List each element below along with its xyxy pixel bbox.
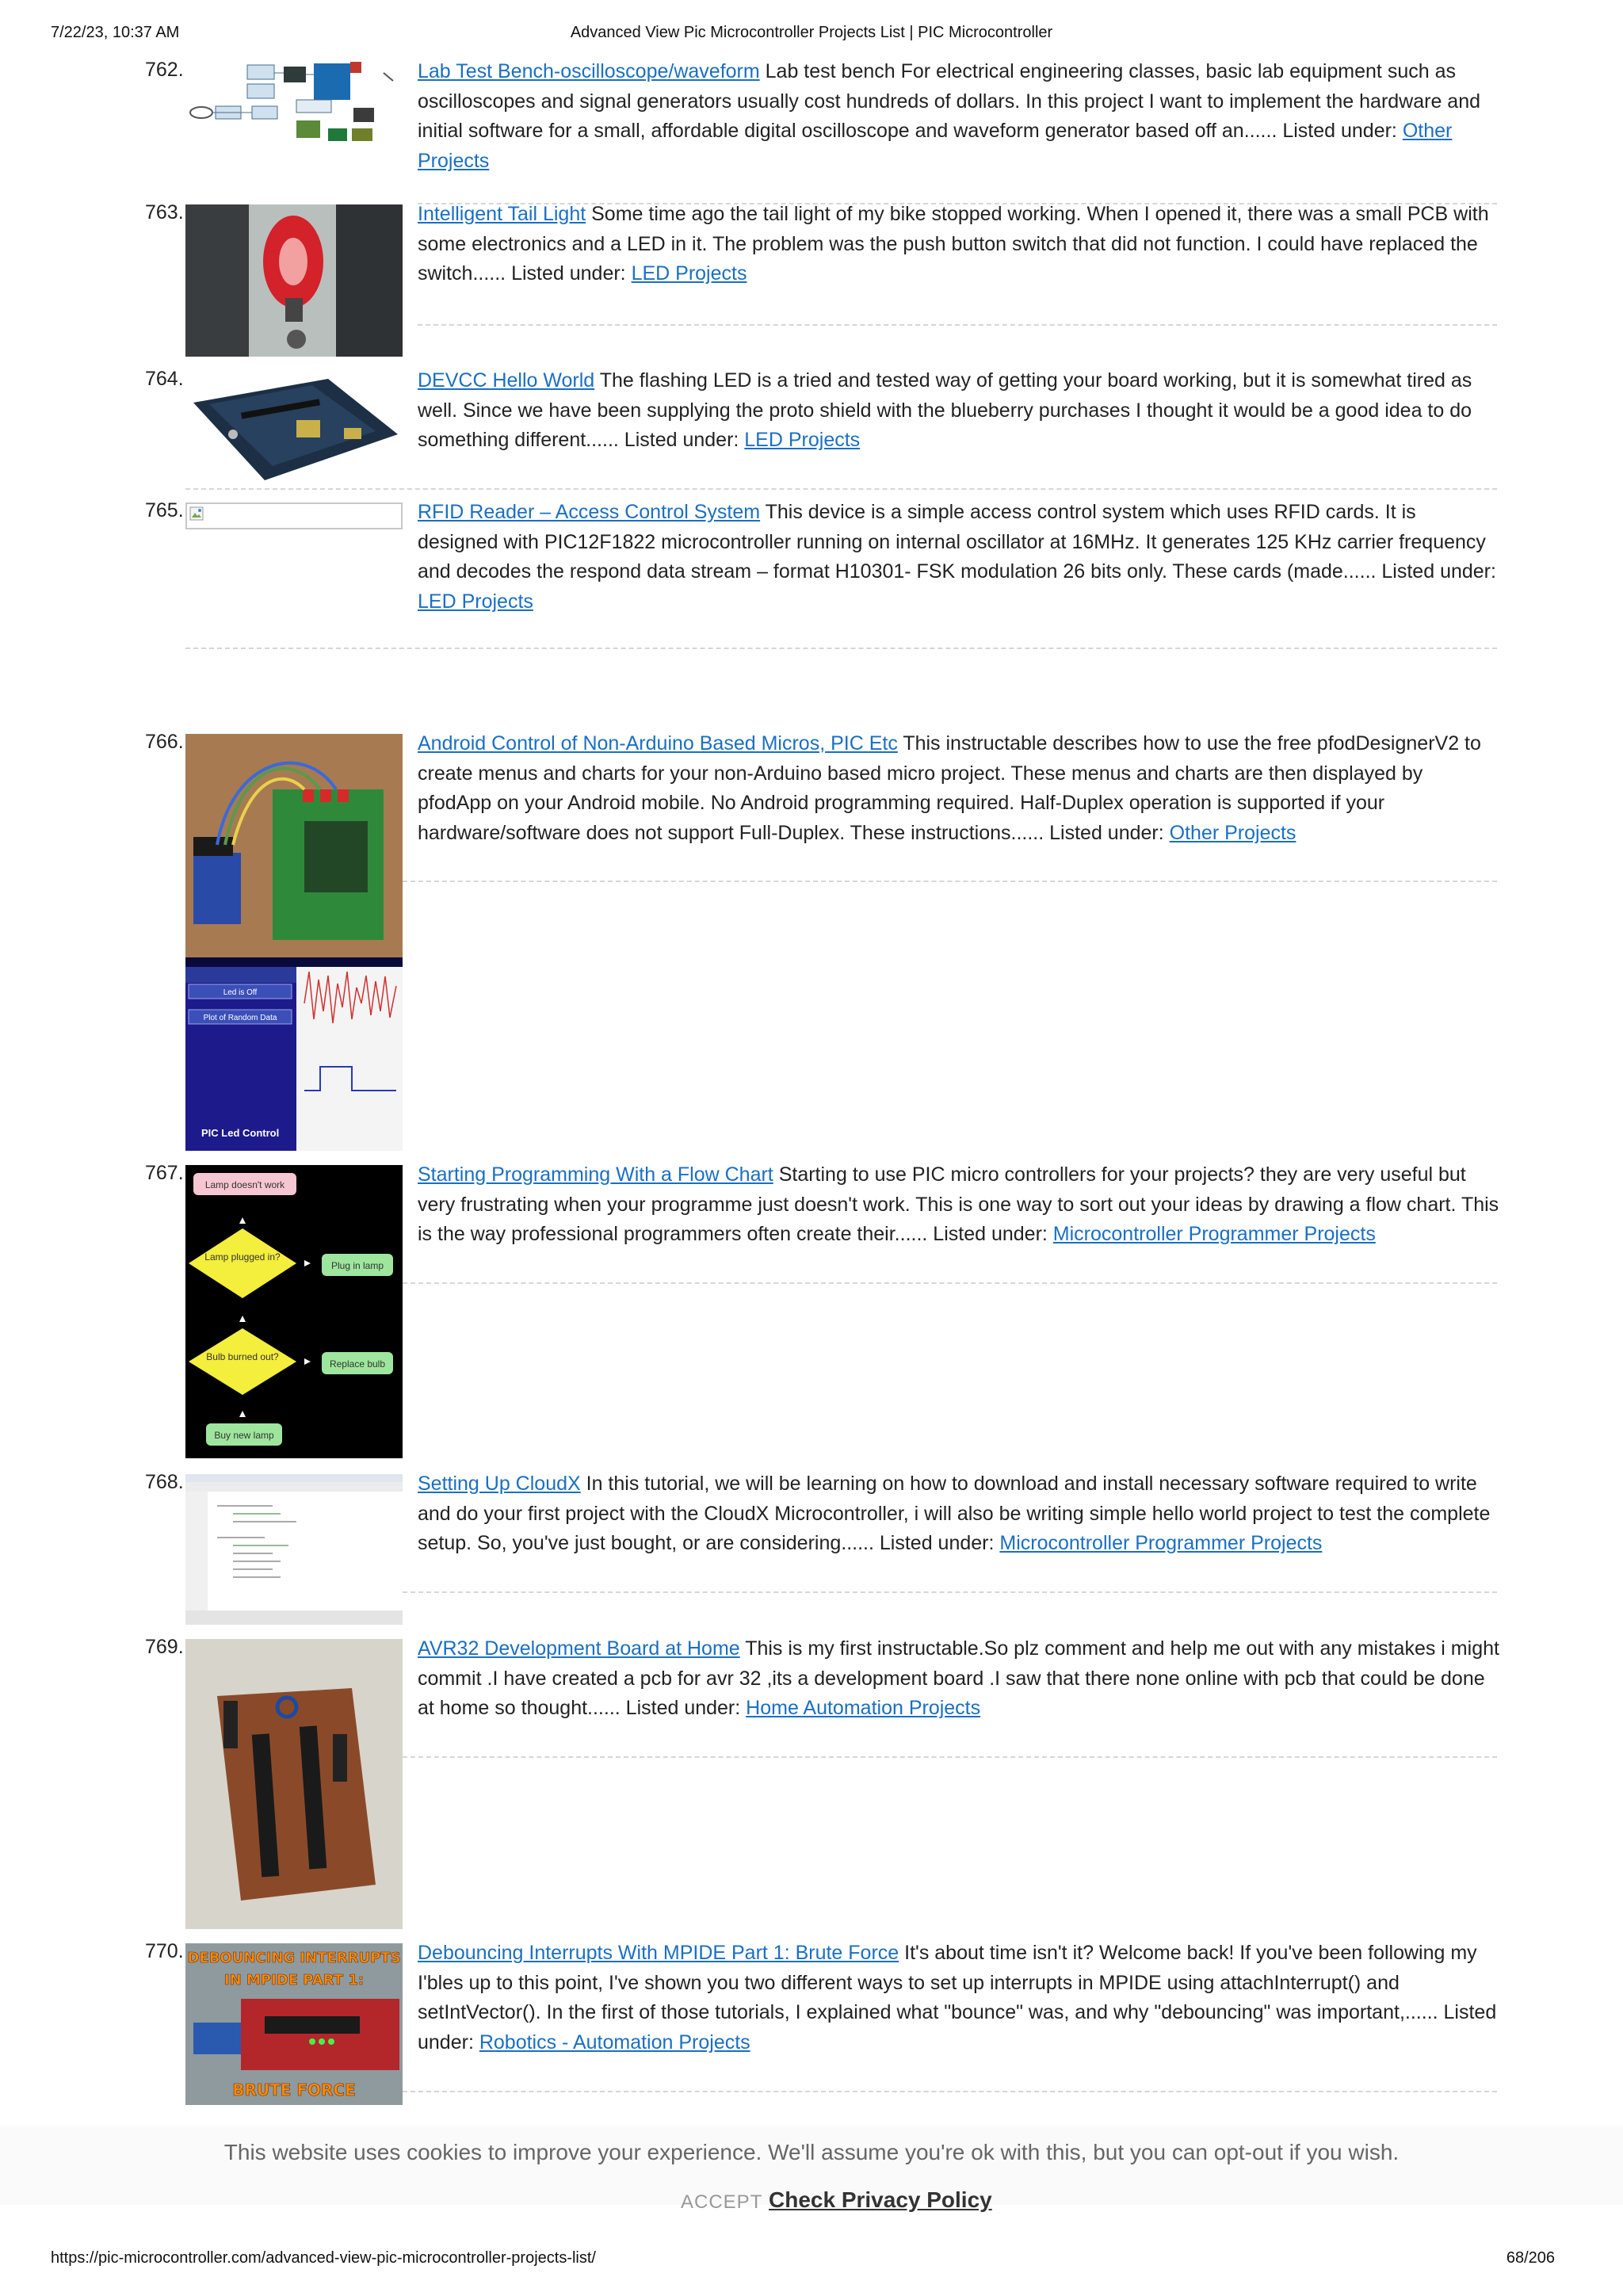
project-description	[418, 57, 1499, 176]
plot-button-label: Plot of Random Data	[203, 1014, 277, 1022]
flow-start-label: Lamp doesn't work	[204, 1179, 285, 1190]
project-summary: It's about time isn't it? Welcome back! If you've been following my I'bles up to this point, I've shown you two different ways to set up interrupts in MPIDE using attachInterrupt() and setIntVector(). In the first of those tutorials, I explained what "bounce" was, and why "debouncing" was important,...... Listed under:	[418, 1942, 1497, 2053]
project-thumbnail[interactable]	[185, 1943, 403, 2105]
item-number: 765.	[145, 499, 184, 521]
project-thumbnail[interactable]	[185, 1474, 403, 1625]
project-thumbnail[interactable]	[185, 1165, 403, 1458]
item-number: 766.	[145, 731, 184, 753]
item-separator	[418, 324, 1497, 326]
app-title-label: PIC Led Control	[201, 1127, 280, 1139]
print-page-title: Advanced View Pic Microcontroller Projects List | PIC Microcontroller	[570, 24, 1053, 41]
project-thumbnail[interactable]	[185, 204, 403, 357]
project-title-link[interactable]: Setting Up CloudX	[418, 1473, 581, 1495]
project-summary: Some time ago the tail light of my bike stopped working. When I opened it, there was a small PCB with some electronics and a LED in it. The problem was the push button switch that did not function. I could have replaced the switch...... Listed under:	[418, 203, 1489, 285]
flow-decision-2: Bulb burned out?	[206, 1351, 279, 1362]
item-number: 767.	[145, 1162, 184, 1184]
project-description	[418, 200, 1499, 289]
project-summary: In this tutorial, we will be learning on how to download and install necessary software required to write and do your first project with the CloudX Microcontroller, i will also be writing simple hello world project to test the complete setup. So, you've just bought, or are considering...... Listed under:	[418, 1473, 1491, 1554]
item-number: 762.	[145, 59, 184, 81]
project-title-link[interactable]: Intelligent Tail Light	[418, 203, 586, 225]
project-description	[418, 1160, 1499, 1250]
item-separator	[403, 2091, 1497, 2092]
project-title-link[interactable]: RFID Reader – Access Control System	[418, 501, 761, 523]
item-separator	[403, 1591, 1497, 1593]
item-number: 763.	[145, 201, 184, 223]
print-url: https://pic-microcontroller.com/advanced-view-pic-microcontroller-projects-list/	[51, 2249, 596, 2267]
broken-image-placeholder[interactable]	[185, 502, 403, 529]
category-link[interactable]: Microcontroller Programmer Projects	[1052, 1223, 1376, 1245]
project-title-link[interactable]: AVR32 Development Board at Home	[418, 1637, 740, 1660]
item-separator	[185, 648, 1497, 649]
item-number: 769.	[145, 1636, 184, 1658]
category-link[interactable]: LED Projects	[418, 590, 533, 613]
project-description	[418, 729, 1499, 848]
flow-end-label: Buy new lamp	[214, 1430, 274, 1441]
project-title-link[interactable]: DEVCC Hello World	[418, 369, 595, 392]
flow-decision-1: Lamp plugged in?	[204, 1251, 281, 1263]
project-thumbnail[interactable]	[185, 371, 403, 490]
project-thumbnail[interactable]	[185, 1639, 403, 1929]
broken-image-icon	[189, 506, 205, 522]
item-separator	[185, 488, 1497, 490]
thumbnail-caption-line2: IN MPIDE PART 1:	[223, 1972, 365, 1988]
project-description	[418, 1634, 1499, 1724]
category-link[interactable]: Home Automation Projects	[746, 1697, 981, 1719]
flow-action-2: Replace bulb	[329, 1358, 386, 1370]
item-separator	[403, 1756, 1497, 1758]
project-summary: This is my first instructable.So plz comment and help me out with any mistakes i might commit .I have created a pcb for avr 32 ,its a development board .I saw that there none online with pcb that could be done at home so thought...... Listed under:	[418, 1637, 1499, 1719]
thumbnail-caption-line1: DEBOUNCING INTERRUPTS	[187, 1950, 401, 1966]
category-link[interactable]: Microcontroller Programmer Projects	[999, 1532, 1323, 1554]
privacy-policy-link[interactable]: Check Privacy Policy	[769, 2187, 992, 2212]
project-thumbnail[interactable]	[185, 62, 403, 157]
category-link[interactable]: Other Projects	[1169, 821, 1296, 844]
category-link[interactable]: Other Projects	[418, 120, 1453, 172]
cookie-message: This website uses cookies to improve your experience. We'll assume you're ok with this, but you can opt-out if you wish.	[223, 2140, 1400, 2164]
project-summary: Starting to use PIC micro controllers for your projects? they are very useful but very frustrating when your programme just doesn't work. This is one way to sort out your ideas by drawing a flow chart. This is the way professional programmers often create their...... Listed under:	[418, 1163, 1499, 1245]
project-title-link[interactable]: Debouncing Interrupts With MPIDE Part 1: Brute Force	[418, 1942, 899, 1964]
project-title-link[interactable]: Starting Programming With a Flow Chart	[418, 1163, 773, 1186]
category-link[interactable]: LED Projects	[744, 429, 861, 451]
flow-action-1: Plug in lamp	[330, 1260, 384, 1271]
project-description	[418, 366, 1499, 456]
item-number: 768.	[145, 1471, 184, 1493]
project-description	[418, 1939, 1499, 2057]
project-description	[418, 1469, 1499, 1559]
project-summary: This device is a simple access control system which uses RFID cards. It is designed with PIC12F1822 microcontroller running on internal oscillator at 16MHz. It generates 125 KHz carrier frequency and decodes the respond data stream – format H10301- FSK modulation 26 bits only. These cards (made...... Listed under:	[418, 501, 1496, 583]
page-counter: 68/206	[1506, 2249, 1555, 2267]
item-number: 764.	[145, 368, 184, 390]
thumbnail-caption-line3: BRUTE FORCE	[232, 2080, 356, 2099]
led-state-label: Led is Off	[223, 988, 258, 997]
project-thumbnail[interactable]	[185, 734, 403, 1151]
category-link[interactable]: Robotics - Automation Projects	[479, 2030, 750, 2053]
print-datetime: 7/22/23, 10:37 AM	[51, 24, 180, 41]
item-separator	[403, 881, 1497, 882]
category-link[interactable]: LED Projects	[631, 262, 747, 285]
project-title-link[interactable]: Lab Test Bench-oscilloscope/waveform	[418, 60, 760, 82]
project-title-link[interactable]: Android Control of Non-Arduino Based Micros, PIC Etc	[418, 732, 898, 755]
project-summary: This instructable describes how to use the free pfodDesignerV2 to create menus and charts for your non-Arduino based micro project. These menus and charts are then displayed by pfodApp on your Android mobile. No Android programming required. Half-Duplex operation is supported if your hardware/software does not support Full-Duplex. These instructions...... Listed under:	[418, 732, 1481, 844]
cookie-accept-button[interactable]: ACCEPT	[681, 2191, 763, 2213]
project-summary: Lab test bench For electrical engineering classes, basic lab equipment such as oscilloscopes and signal generators usually cost hundreds of dollars. In this project I want to implement the hardware and initial software for a small, affordable digital oscilloscope and waveform generator based off an...... Listed under:	[418, 60, 1481, 142]
project-summary: The flashing LED is a tried and tested way of getting your board working, but it is somewhat tired as well. Since we have been supplying the proto shield with the blueberry purchases I thought it would be a good idea to do something different...... Listed under:	[418, 369, 1472, 451]
project-description	[418, 498, 1499, 617]
item-separator	[403, 1282, 1497, 1284]
item-number: 770.	[145, 1940, 184, 1962]
